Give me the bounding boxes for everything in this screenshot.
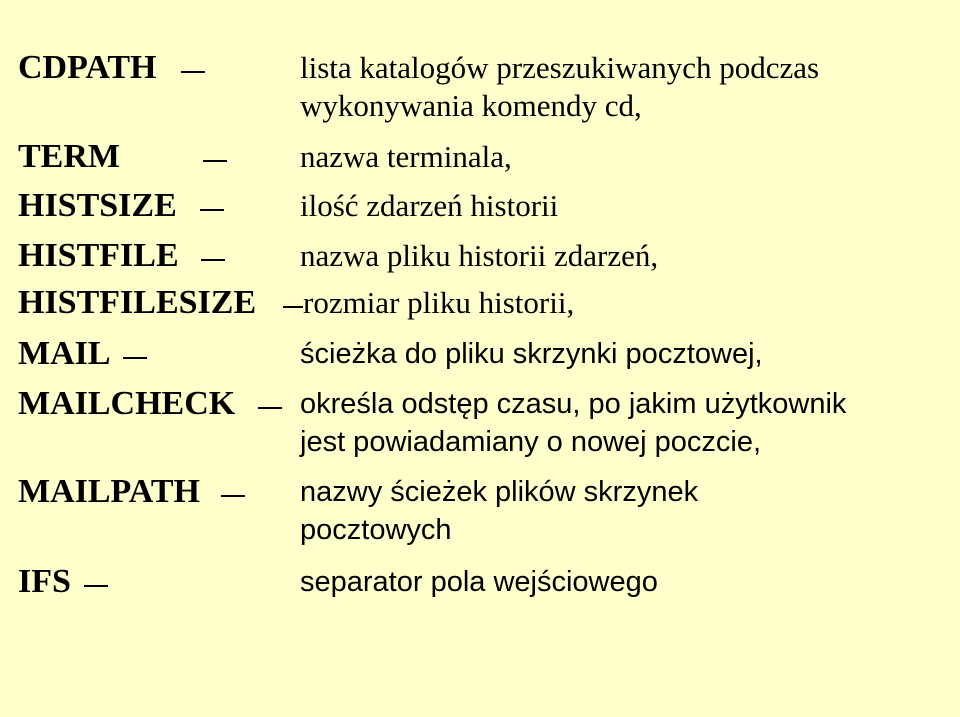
list-item (0, 283, 960, 323)
variable-description: rozmiar pliku historii, (303, 285, 575, 320)
variable-name: CDPATH (18, 49, 157, 86)
list-item (0, 562, 960, 602)
variable-name: MAIL (18, 335, 111, 372)
dash (221, 495, 245, 497)
variable-name: TERM (18, 138, 120, 175)
dash (201, 259, 225, 261)
variable-description-line2: wykonywania komendy cd, (300, 88, 642, 123)
variable-description-line2: jest powiadamiany o nowej poczcie, (300, 426, 762, 458)
list-item (0, 472, 960, 546)
dash (203, 160, 227, 162)
variable-description: lista katalogów przeszukiwanych podczas wykonywania komendy cd, (300, 48, 819, 88)
variable-description: nazwa pliku historii zdarzeń, (300, 238, 659, 273)
dash (283, 306, 303, 308)
variable-description: ścieżka do pliku skrzynki pocztowej, (300, 338, 763, 370)
variable-name: HISTFILESIZE (18, 284, 257, 321)
dash (84, 585, 108, 587)
variable-name: MAILPATH (18, 473, 200, 510)
list-item (0, 384, 960, 458)
variable-name: IFS (18, 563, 71, 600)
variable-description: ilość zdarzeń historii (300, 188, 559, 223)
variable-description-line2: pocztowych (300, 514, 452, 546)
variable-name: HISTFILE (18, 237, 179, 274)
variable-name: MAILCHECK (18, 385, 236, 422)
dash (181, 71, 205, 73)
list-item (0, 48, 960, 123)
list-item (0, 186, 960, 226)
variable-description: separator pola wejściowego (300, 566, 658, 598)
list-item (0, 334, 960, 374)
dash (123, 357, 147, 359)
dash (258, 407, 282, 409)
list-item (0, 236, 960, 276)
variable-description: określa odstęp czasu, po jakim użytkownik jest powiadamiany o nowej poczcie, (300, 384, 846, 424)
dash (200, 209, 224, 211)
variable-description: nazwy ścieżek plików skrzynek pocztowych (300, 472, 698, 512)
variable-description: nazwa terminala, (300, 139, 512, 174)
variable-name: HISTSIZE (18, 187, 177, 224)
list-item (0, 137, 960, 177)
